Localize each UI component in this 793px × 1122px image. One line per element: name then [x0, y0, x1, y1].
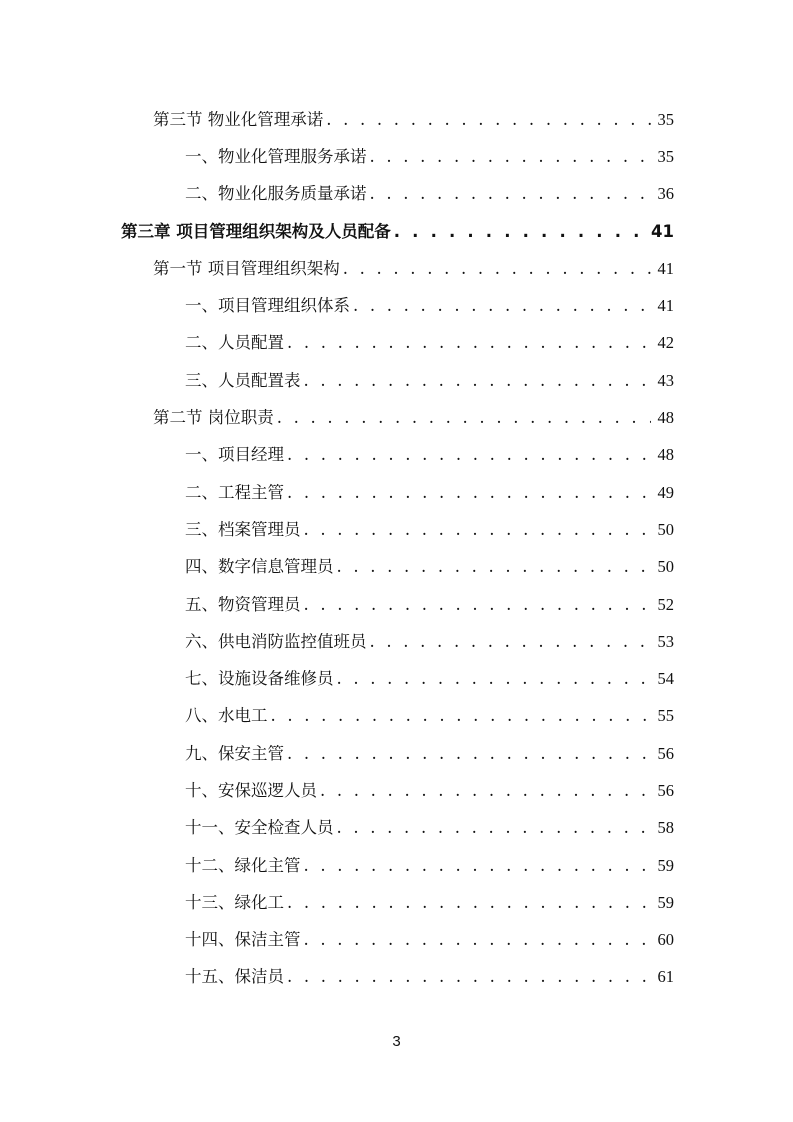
toc-entry-page: 60	[657, 930, 674, 950]
toc-entry-page: 50	[657, 557, 674, 577]
toc-entry[interactable]	[185, 287, 674, 324]
dot-leader	[353, 296, 651, 316]
dot-leader	[370, 184, 652, 204]
dot-leader	[287, 333, 651, 353]
toc-entry-page: 48	[657, 445, 674, 465]
toc-entry-title: 第一节 项目管理组织架构	[153, 258, 340, 278]
toc-entry[interactable]	[185, 586, 674, 623]
toc-entry-title: 六、供电消防监控值班员	[185, 631, 367, 651]
toc-entry-title: 五、物资管理员	[185, 594, 301, 614]
toc-entry-title: 十三、绿化工	[185, 892, 284, 912]
toc-entry-title: 十五、保洁员	[185, 967, 284, 987]
toc-entry[interactable]	[185, 138, 674, 175]
toc-entry[interactable]	[185, 362, 674, 399]
dot-leader	[304, 595, 652, 615]
toc-entry[interactable]	[185, 437, 674, 474]
page-number: 3	[392, 1033, 401, 1050]
toc-entry-title: 二、人员配置	[185, 333, 284, 353]
toc-entry-page: 49	[657, 482, 674, 502]
toc-entry[interactable]	[185, 511, 674, 548]
toc-entry[interactable]	[185, 847, 674, 884]
toc-entry[interactable]	[185, 922, 674, 959]
toc-entry-title: 三、人员配置表	[185, 370, 301, 390]
toc-entry[interactable]	[185, 884, 674, 921]
toc-entry-page: 59	[657, 855, 674, 875]
dot-leader	[370, 147, 652, 167]
toc-entry-chapter[interactable]	[121, 213, 674, 250]
dot-leader	[287, 967, 651, 987]
toc-entry-title: 三、档案管理员	[185, 519, 301, 539]
toc-entry-page: 48	[657, 408, 674, 428]
toc-entry-title: 七、设施设备维修员	[185, 669, 334, 689]
table-of-contents	[0, 101, 793, 996]
toc-entry-page: 41	[657, 258, 674, 278]
toc-entry-title: 一、物业化管理服务承诺	[185, 146, 367, 166]
toc-entry-page: 56	[657, 780, 674, 800]
dot-leader	[304, 856, 652, 876]
toc-entry-page: 50	[657, 519, 674, 539]
dot-leader	[287, 744, 651, 764]
dot-leader	[304, 930, 652, 950]
toc-entry-title: 十、安保巡逻人员	[185, 780, 317, 800]
toc-entry-page: 54	[657, 669, 674, 689]
toc-entry[interactable]	[185, 810, 674, 847]
dot-leader	[287, 893, 651, 913]
dot-leader	[320, 781, 651, 801]
toc-entry-page: 59	[657, 892, 674, 912]
toc-entry-title: 第三节 物业化管理承诺	[153, 109, 324, 129]
toc-entry-page: 35	[657, 146, 674, 166]
dot-leader	[271, 706, 652, 726]
toc-entry-page: 56	[657, 743, 674, 763]
toc-entry[interactable]	[153, 101, 674, 138]
toc-entry-title: 四、数字信息管理员	[185, 557, 334, 577]
toc-entry[interactable]	[185, 549, 674, 586]
toc-entry-page: 52	[657, 594, 674, 614]
toc-entry[interactable]	[153, 399, 674, 436]
toc-entry-title: 一、项目经理	[185, 445, 284, 465]
dot-leader	[337, 818, 652, 838]
toc-entry-title: 八、水电工	[185, 706, 268, 726]
toc-entry-page: 41	[651, 221, 674, 241]
toc-entry[interactable]	[185, 660, 674, 697]
toc-entry[interactable]	[185, 623, 674, 660]
toc-entry-page: 41	[657, 296, 674, 316]
dot-leader	[287, 445, 651, 465]
toc-entry-page: 61	[657, 967, 674, 987]
toc-entry-title: 十一、安全检查人员	[185, 818, 334, 838]
dot-leader	[343, 259, 651, 279]
toc-entry-title: 一、项目管理组织体系	[185, 296, 350, 316]
dot-leader	[277, 408, 651, 428]
toc-entry[interactable]	[185, 959, 674, 996]
toc-entry[interactable]	[185, 176, 674, 213]
toc-entry-title: 十二、绿化主管	[185, 855, 301, 875]
toc-entry-title: 第二节 岗位职责	[153, 408, 274, 428]
toc-entry[interactable]	[185, 735, 674, 772]
toc-entry-page: 55	[657, 706, 674, 726]
dot-leader	[370, 632, 652, 652]
dot-leader	[326, 110, 651, 130]
toc-entry-title: 二、物业化服务质量承诺	[185, 184, 367, 204]
dot-leader	[304, 371, 652, 391]
dot-leader	[304, 520, 652, 540]
toc-entry[interactable]	[185, 698, 674, 735]
toc-entry-title: 二、工程主管	[185, 482, 284, 502]
toc-entry-page: 43	[657, 370, 674, 390]
toc-entry-title: 第三章 项目管理组织架构及人员配备	[121, 221, 391, 241]
dot-leader	[287, 483, 651, 503]
toc-entry-page: 35	[657, 109, 674, 129]
toc-entry-title: 九、保安主管	[185, 743, 284, 763]
toc-entry-page: 58	[657, 818, 674, 838]
dot-leader	[337, 669, 652, 689]
toc-entry-page: 42	[657, 333, 674, 353]
toc-entry[interactable]	[185, 474, 674, 511]
dot-leader	[394, 222, 648, 242]
toc-entry[interactable]	[153, 250, 674, 287]
toc-entry[interactable]	[185, 772, 674, 809]
dot-leader	[337, 557, 652, 577]
toc-entry-page: 36	[657, 184, 674, 204]
toc-entry[interactable]	[185, 325, 674, 362]
toc-entry-title: 十四、保洁主管	[185, 930, 301, 950]
toc-entry-page: 53	[657, 631, 674, 651]
